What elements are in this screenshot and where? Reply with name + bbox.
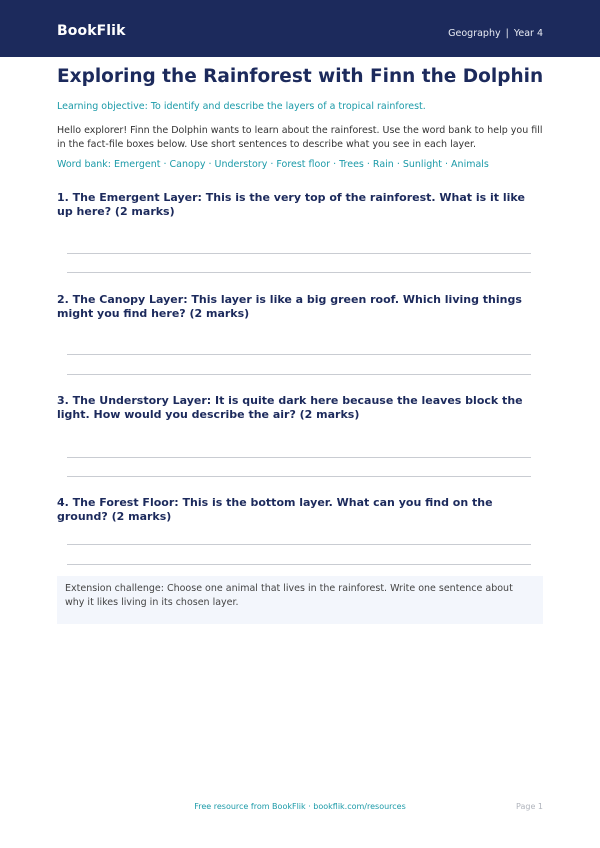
answer-line-4b[interactable]	[67, 564, 531, 565]
year-label: Year 4	[513, 28, 543, 39]
answer-line-2b[interactable]	[67, 374, 531, 375]
answer-line-1a[interactable]	[67, 253, 531, 254]
learning-objective: Learning objective: To identify and describe the layers of a tropical rainforest.	[57, 101, 426, 112]
word-bank: Word bank: Emergent · Canopy · Understory · Forest floor · Trees · Rain · Sunlight · Animals	[57, 159, 489, 170]
answer-line-3a[interactable]	[67, 457, 531, 458]
worksheet-title: Exploring the Rainforest with Finn the Dolphin	[57, 66, 544, 87]
answer-line-3b[interactable]	[67, 476, 531, 477]
answer-line-4a[interactable]	[67, 544, 531, 545]
answer-line-2a[interactable]	[67, 354, 531, 355]
answer-line-1b[interactable]	[67, 272, 531, 273]
brand-logo: BookFlik	[57, 23, 126, 39]
intro-paragraph: Hello explorer! Finn the Dolphin wants to learn about the rainforest. Use the word bank to help you fill in the fact-file boxes below. Use short sentences to describe what you see in each layer.	[57, 125, 543, 150]
footer-source-link[interactable]: Free resource from BookFlik · bookflik.com/resources	[194, 802, 406, 811]
page-number: Page 1	[516, 802, 543, 811]
page-header	[0, 0, 600, 57]
question-4: 4. The Forest Floor: This is the bottom layer. What can you find on the ground? (2 marks)	[57, 496, 493, 523]
breadcrumb-separator: |	[505, 28, 509, 39]
question-3: 3. The Understory Layer: It is quite dark here because the leaves block the light. How would you describe the air? (2 marks)	[57, 394, 523, 421]
question-1: 1. The Emergent Layer: This is the very top of the rainforest. What is it like up here? (2 marks)	[57, 191, 525, 218]
subject-label: Geography	[448, 28, 501, 39]
subject-breadcrumb	[448, 28, 543, 39]
extension-challenge: Extension challenge: Choose one animal that lives in the rainforest. Write one sentence about why it likes living in its chosen layer.	[57, 576, 543, 624]
question-2: 2. The Canopy Layer: This layer is like a big green roof. Which living things might you find here? (2 marks)	[57, 293, 522, 320]
